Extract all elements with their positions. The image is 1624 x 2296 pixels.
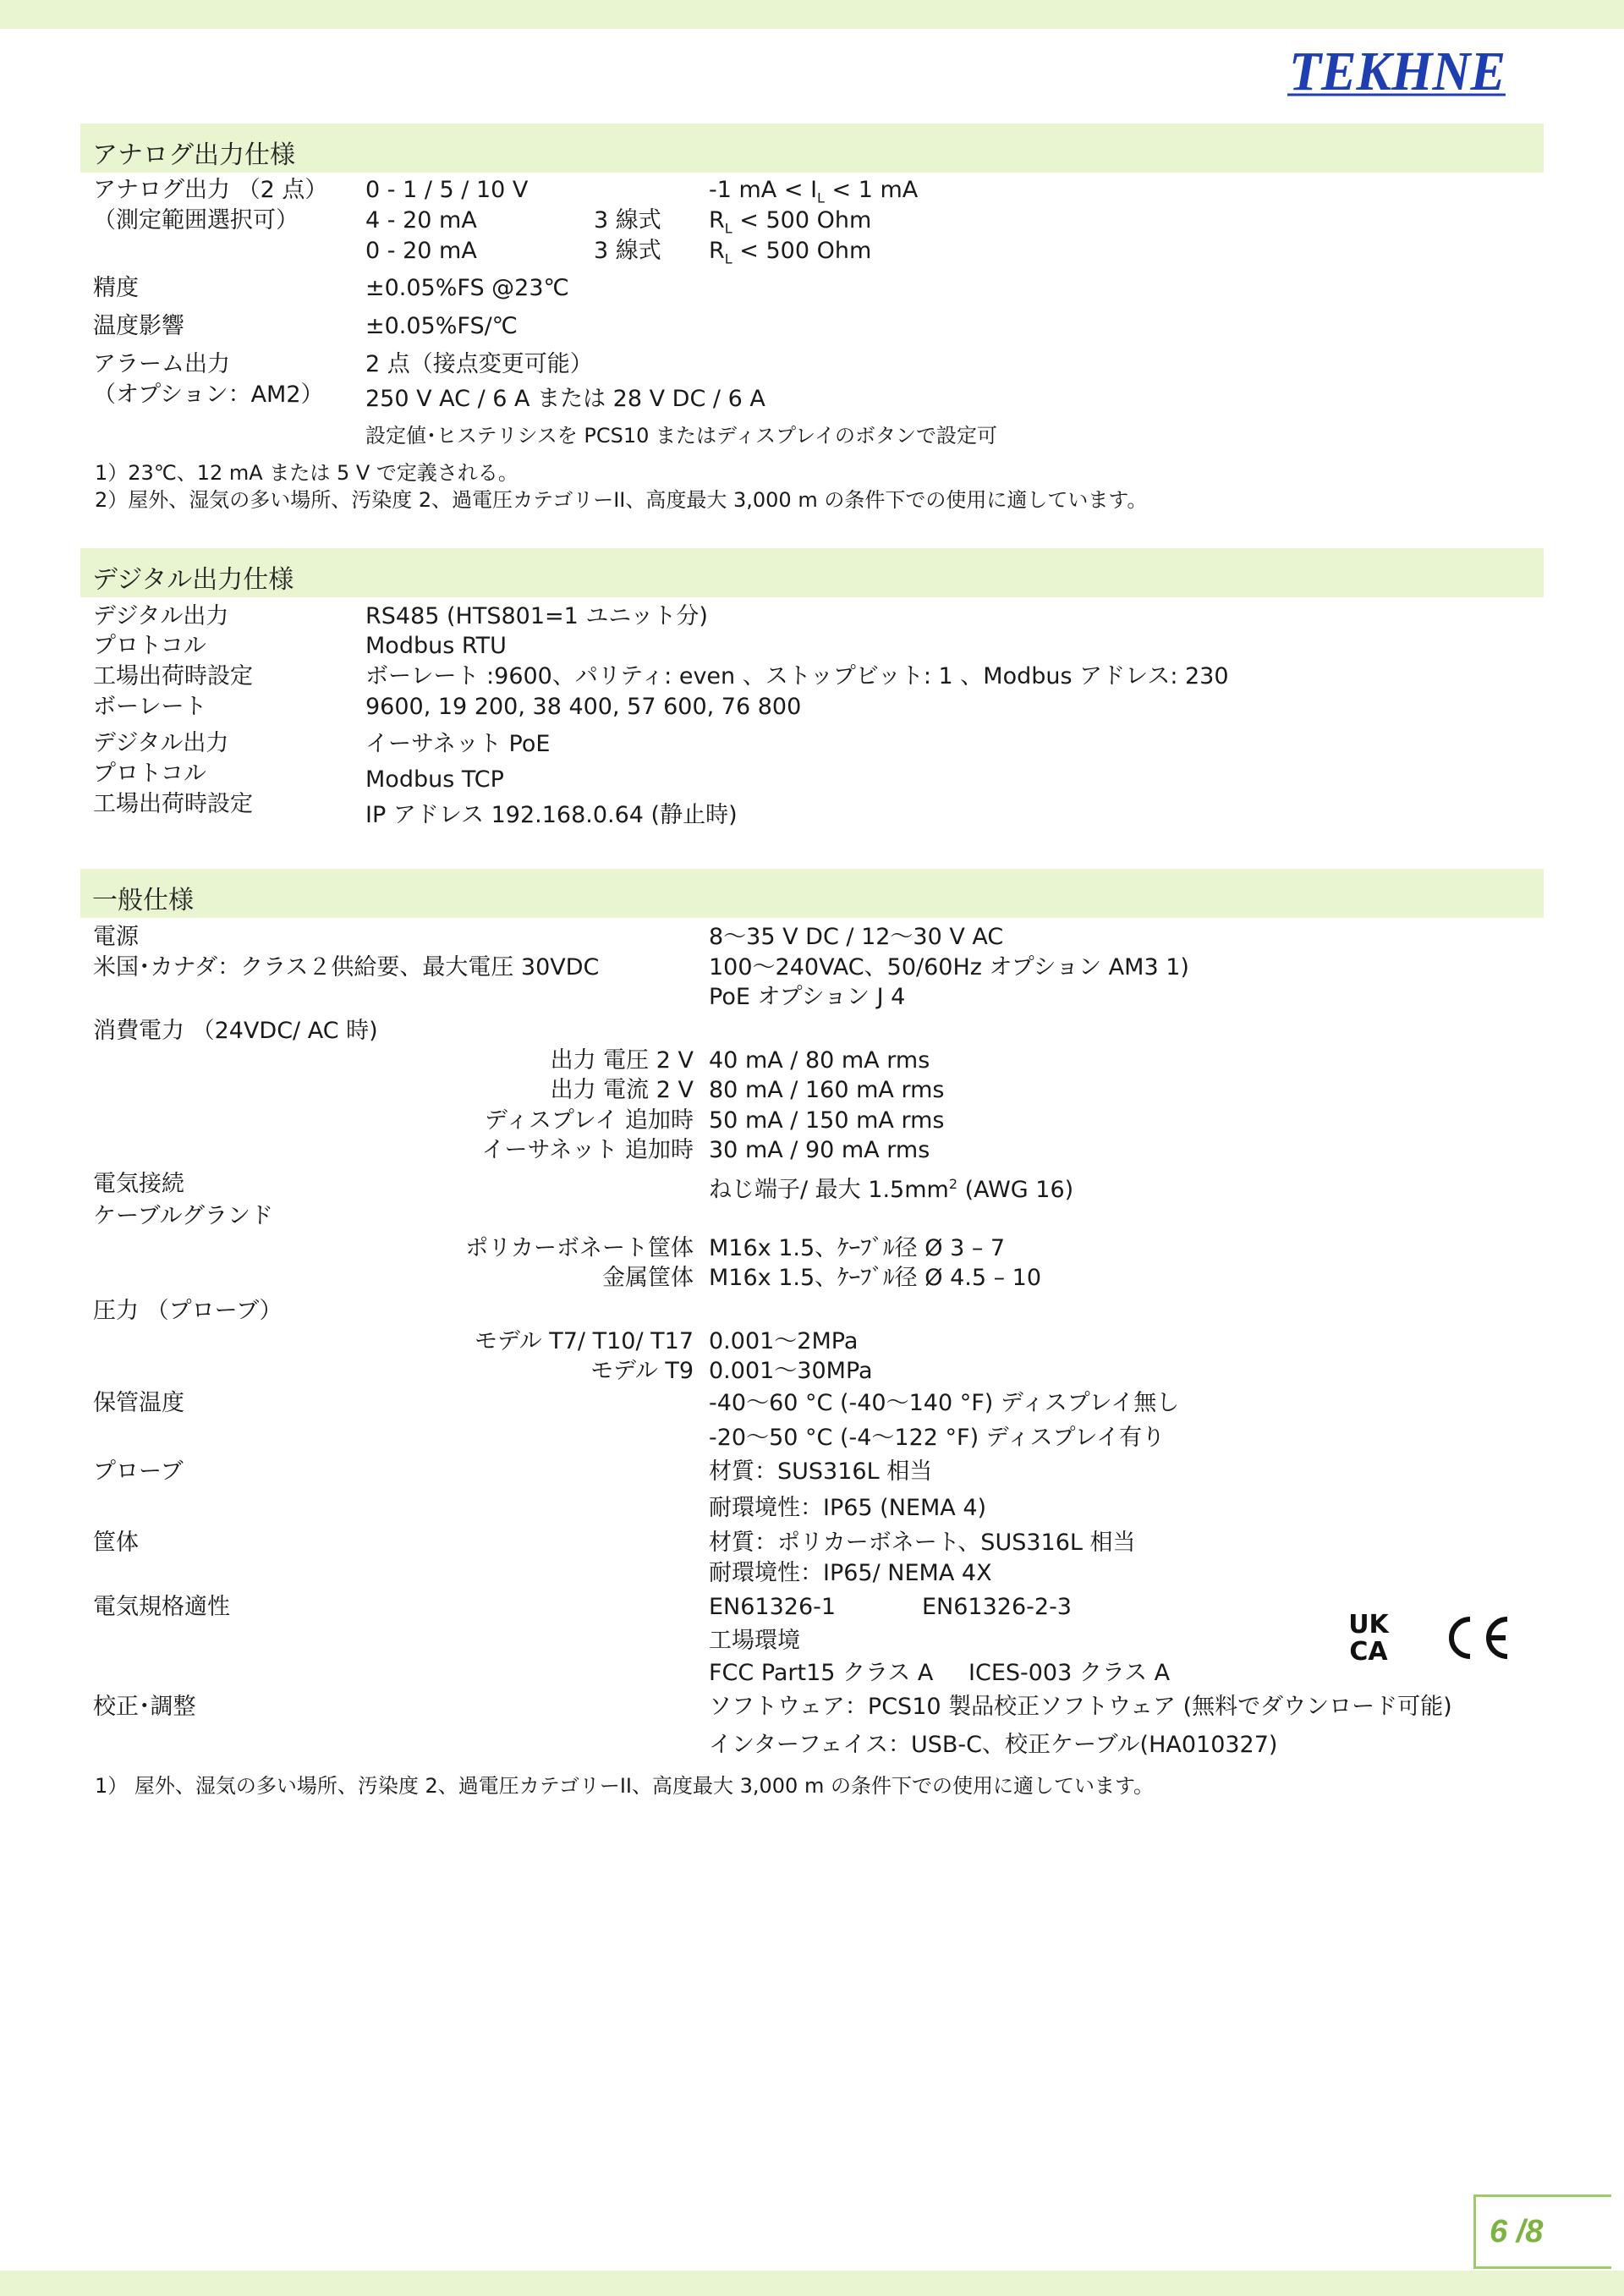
- pressure-value-1: 0.001～2MPa: [709, 1328, 859, 1354]
- storage-temp-value-2: -20～50 °C (-4～122 °F) ディスプレイ有り: [709, 1425, 1166, 1451]
- alarm-value-1: 2 点（接点変更可能）: [365, 351, 593, 377]
- cable-gland-value-2: M16x 1.5、ｹｰﾌﾞﾙ径 Ø 4.5 – 10: [709, 1265, 1042, 1291]
- consumption-value-4: 30 mA / 90 mA rms: [709, 1137, 930, 1163]
- digital-section-title: デジタル出力仕様: [92, 565, 294, 595]
- pressure-row-1: モデル T7/ T10/ T17: [475, 1328, 694, 1354]
- cable-gland-row-1: ポリカーボネート筐体: [465, 1235, 694, 1261]
- storage-temp-value-1: -40～60 °C (-40～140 °F) ディスプレイ無し: [709, 1390, 1180, 1416]
- analog-load-1: -1 mA < $I_L < 1$ mA: [709, 177, 919, 206]
- power-value-1: 8～35 V DC / 12～30 V AC: [709, 924, 1004, 950]
- top-band: [0, 0, 1624, 29]
- digital-output-label-2: デジタル出力: [93, 730, 229, 756]
- electrical-connection-label: 電気接続: [93, 1171, 184, 1197]
- factory-setting-label: 工場出荷時設定: [93, 663, 253, 689]
- cable-gland-row-2: 金属筐体: [602, 1265, 694, 1291]
- ukca-mark-icon: [1341, 1609, 1396, 1663]
- alarm-value-3: 設定値･ヒステリシスを PCS10 またはディスプレイのボタンで設定可: [365, 424, 997, 448]
- analog-load-2: $R_L < 500$ Ohm: [709, 207, 872, 237]
- digital-section-header: [80, 548, 1544, 597]
- protocol-value: Modbus RTU: [365, 633, 507, 659]
- emc-value-3a: FCC Part15 クラス A: [709, 1660, 934, 1686]
- temp-effect-value: ±0.05%FS/℃: [365, 313, 518, 339]
- analog-output-label: アナログ出力 （2 点）: [93, 177, 328, 203]
- alarm-label: アラーム出力: [93, 351, 230, 377]
- storage-temp-label: 保管温度: [93, 1390, 184, 1416]
- factory-setting-label-2: 工場出荷時設定: [93, 791, 253, 817]
- consumption-value-1: 40 mA / 80 mA rms: [709, 1047, 930, 1074]
- consumption-value-3: 50 mA / 150 mA rms: [709, 1107, 945, 1134]
- pressure-label: 圧力 （プローブ）: [93, 1298, 283, 1324]
- power-value-2: 100～240VAC、50/60Hz オプション AM3 1): [709, 954, 1189, 980]
- ce-mark-icon: [1438, 1612, 1512, 1663]
- general-section-header: [80, 869, 1544, 918]
- analog-wire-3: 3 線式: [594, 238, 661, 264]
- baud-rate-label: ボーレート: [93, 694, 207, 720]
- analog-section-header: [80, 124, 1544, 173]
- cable-gland-label: ケーブルグランド: [93, 1203, 274, 1229]
- electrical-connection-value: ねじ端子/ 最大 $1.5mm^2$ (AWG 16): [709, 1176, 1074, 1203]
- svg-text:UK: UK: [1348, 1610, 1389, 1640]
- svg-text:TEKHNE: TEKHNE: [1289, 42, 1506, 102]
- probe-label: プローブ: [93, 1458, 184, 1485]
- calibration-label: 校正･調整: [93, 1694, 196, 1720]
- pressure-row-2: モデル T9: [590, 1358, 694, 1384]
- housing-value-1: 材質：ポリカーボネート、SUS316L 相当: [709, 1530, 1136, 1556]
- general-note: 1） 屋外、湿気の多い場所、汚染度 2、過電圧カテゴリーII、高度最大 3,000 m の条件下での使用に適しています。: [95, 1774, 1155, 1798]
- protocol-label: プロトコル: [93, 633, 206, 659]
- tekhne-logo: [1284, 42, 1512, 103]
- power-label-2: 米国･カナダ：クラス２供給要、最大電圧 30VDC: [93, 954, 600, 980]
- power-value-3: PoE オプション J 4: [709, 984, 906, 1010]
- baud-rate-value: 9600, 19 200, 38 400, 57 600, 76 800: [365, 694, 802, 720]
- bottom-band: [0, 2271, 1624, 2296]
- analog-output-label-2: （測定範囲選択可）: [93, 207, 299, 233]
- consumption-label: 消費電力 （24VDC/ AC 時): [93, 1018, 378, 1044]
- page-number: 6 /8: [1490, 2214, 1544, 2249]
- probe-value-2: 耐環境性：IP65 (NEMA 4): [709, 1495, 987, 1521]
- digital-output-label: デジタル出力: [93, 603, 229, 629]
- svg-text:CA: CA: [1349, 1637, 1388, 1663]
- alarm-value-2: 250 V AC / 6 A または 28 V DC / 6 A: [365, 386, 765, 412]
- consumption-row-3: ディスプレイ 追加時: [485, 1107, 694, 1134]
- consumption-row-4: イーサネット 追加時: [481, 1137, 694, 1163]
- digital-output-value: RS485 (HTS801=1 ユニット分): [365, 603, 708, 629]
- page-number-box: [1473, 2194, 1611, 2269]
- analog-note-1: 1）23℃、12 mA または 5 V で定義される。: [95, 461, 518, 485]
- analog-wire-2: 3 線式: [594, 207, 661, 233]
- power-label: 電源: [93, 924, 139, 950]
- cable-gland-value-1: M16x 1.5、ｹｰﾌﾞﾙ径 Ø 3 – 7: [709, 1235, 1006, 1261]
- general-section-title: 一般仕様: [92, 886, 194, 915]
- emc-value-1b: EN61326-2-3: [922, 1594, 1072, 1620]
- analog-section-title: アナログ出力仕様: [92, 140, 295, 170]
- protocol-value-2: Modbus TCP: [365, 766, 504, 793]
- housing-value-2: 耐環境性：IP65/ NEMA 4X: [709, 1560, 992, 1586]
- analog-range-3: 0 - 20 mA: [365, 238, 477, 264]
- consumption-row-1: 出力 電圧 2 V: [550, 1047, 694, 1074]
- alarm-label-2: （オプション：AM2）: [93, 382, 324, 408]
- analog-note-2: 2）屋外、湿気の多い場所、汚染度 2、過電圧カテゴリーII、高度最大 3,000 m の条件下での使用に適しています。: [95, 488, 1148, 512]
- protocol-label-2: プロトコル: [93, 761, 206, 787]
- analog-load-3: $R_L < 500$ Ohm: [709, 238, 872, 267]
- accuracy-value: ±0.05%FS @23℃: [365, 275, 569, 301]
- probe-value-1: 材質：SUS316L 相当: [709, 1458, 933, 1485]
- housing-label: 筐体: [93, 1530, 139, 1556]
- analog-range-2: 4 - 20 mA: [365, 207, 477, 233]
- calibration-value-2: インターフェイス：USB-C、校正ケーブル(HA010327): [709, 1732, 1278, 1758]
- emc-value-1a: EN61326-1: [709, 1594, 837, 1620]
- consumption-row-2: 出力 電流 2 V: [550, 1077, 694, 1103]
- pressure-value-2: 0.001～30MPa: [709, 1358, 873, 1384]
- emc-value-2: 工場環境: [709, 1628, 800, 1654]
- factory-setting-value: ボーレート :9600、パリティ: even 、ストップビット: 1 、Modbus アドレス: 230: [365, 663, 1229, 689]
- analog-range-1: 0 - 1 / 5 / 10 V: [365, 177, 529, 203]
- factory-setting-value-2: IP アドレス 192.168.0.64 (静止時): [365, 802, 738, 828]
- temp-effect-label: 温度影響: [93, 313, 184, 339]
- digital-output-value-2: イーサネット PoE: [365, 731, 551, 757]
- emc-label: 電気規格適性: [93, 1594, 230, 1620]
- accuracy-label: 精度: [93, 275, 139, 301]
- consumption-value-2: 80 mA / 160 mA rms: [709, 1077, 945, 1103]
- calibration-value-1: ソフトウェア：PCS10 製品校正ソフトウェア (無料でダウンロード可能): [709, 1694, 1452, 1720]
- emc-value-3b: ICES-003 クラス A: [968, 1660, 1171, 1686]
